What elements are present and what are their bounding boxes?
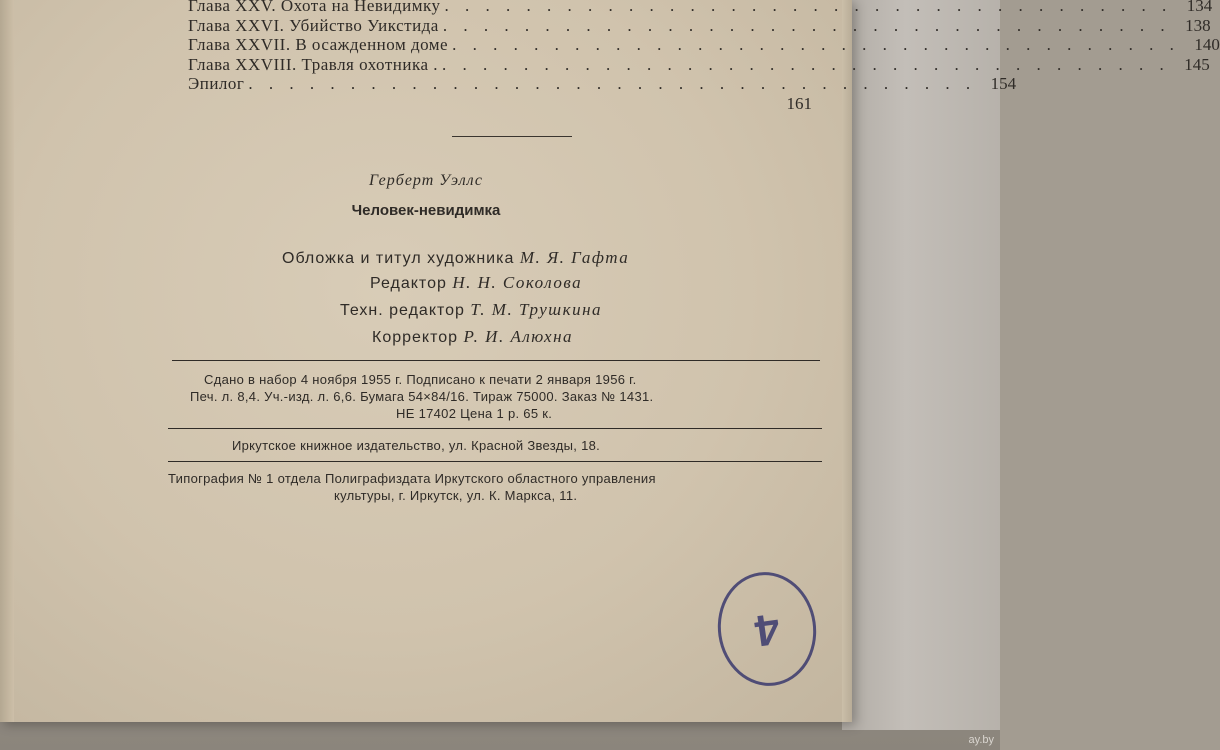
credit-role: Обложка и титул художника xyxy=(282,250,515,267)
credit-line xyxy=(282,248,629,268)
printer-line: Типография № 1 отдела Полиграфиздата Иркутского областного управления xyxy=(168,471,656,486)
book-cover-edge xyxy=(842,0,1000,730)
table-of-contents xyxy=(188,0,1220,113)
credit-line xyxy=(372,327,573,347)
library-stamp xyxy=(711,566,824,693)
colophon-rule xyxy=(168,461,822,462)
toc-row xyxy=(188,35,1220,55)
toc-leader-dots: . . . . . . . . . . . . . . . . . . . . . . . . . . . . . . . . . . . . xyxy=(442,15,1171,35)
toc-row xyxy=(188,15,1211,36)
credit-role: Техн. редактор xyxy=(340,302,465,319)
toc-leader-dots: . . . . . . . . . . . . . . . . . . . . . . . . . . . . . . . . . . . . xyxy=(444,0,1173,15)
toc-page-number: 154 xyxy=(990,74,1017,93)
toc-leader-dots: . . . . . . . . . . . . . . . . . . . . . . . . . . . . . . . . . . . . xyxy=(248,74,977,93)
author-name: Герберт Уэллс xyxy=(369,172,483,189)
credit-person: Н. Н. Соколова xyxy=(452,273,583,292)
print-details-line: НЕ 17402 Цена 1 р. 65 к. xyxy=(396,406,553,421)
toc-page-number: 161 xyxy=(786,93,812,113)
toc-page-number: 140 xyxy=(1194,35,1220,54)
toc-row xyxy=(188,94,812,114)
stamp-number: 4 xyxy=(751,603,783,656)
print-details-line: Печ. л. 8,4. Уч.-изд. л. 6,6. Бумага 54×84/16. Тираж 75000. Заказ № 1431. xyxy=(190,389,654,404)
toc-page-number: 138 xyxy=(1185,15,1211,35)
printer-line: культуры, г. Иркутск, ул. К. Маркса, 11. xyxy=(334,488,578,503)
toc-page-number: 134 xyxy=(1186,0,1213,15)
credit-line xyxy=(370,273,582,293)
page-outer-edge xyxy=(842,0,852,722)
colophon-rule xyxy=(168,428,822,429)
credit-line xyxy=(340,300,602,320)
toc-chapter-title: Глава XXV. Охота на Невидимку xyxy=(188,0,441,15)
toc-row xyxy=(188,74,1017,94)
section-divider xyxy=(452,136,572,137)
colophon-rule xyxy=(172,360,820,361)
toc-chapter-title: Глава XXVIII. Травля охотника . xyxy=(188,54,439,74)
toc-leader-dots: . . . . . . . . . . . . . . . . . . . . . . . . . . . . . . . . . . . . xyxy=(442,54,1170,74)
credit-role: Редактор xyxy=(370,275,447,292)
credit-person: Т. М. Трушкина xyxy=(470,300,603,319)
print-details-line: Сдано в набор 4 ноября 1955 г. Подписано к печати 2 января 1956 г. xyxy=(204,372,637,387)
credit-person: Р. И. Алюхна xyxy=(463,327,574,346)
credit-role: Корректор xyxy=(372,329,459,346)
toc-row xyxy=(188,54,1210,75)
toc-leader-dots: . . . . . . . . . . . . . . . . . . . . . . . . . . . . . . . . . . . . xyxy=(452,35,1180,54)
toc-chapter-title: Глава XXVII. В осажденном доме xyxy=(188,35,449,54)
toc-chapter-title: Эпилог xyxy=(188,74,245,93)
site-watermark: ay.by xyxy=(968,734,994,746)
page-binding-shadow xyxy=(0,0,14,722)
toc-chapter-title: Глава XXVI. Убийство Уикстида xyxy=(188,15,439,35)
credit-person: М. Я. Гафта xyxy=(519,248,630,267)
toc-page-number: 145 xyxy=(1184,54,1210,74)
book-title: Человек-невидимка xyxy=(351,202,501,219)
toc-row xyxy=(188,0,1213,16)
publisher-line: Иркутское книжное издательство, ул. Красной Звезды, 18. xyxy=(232,438,601,453)
